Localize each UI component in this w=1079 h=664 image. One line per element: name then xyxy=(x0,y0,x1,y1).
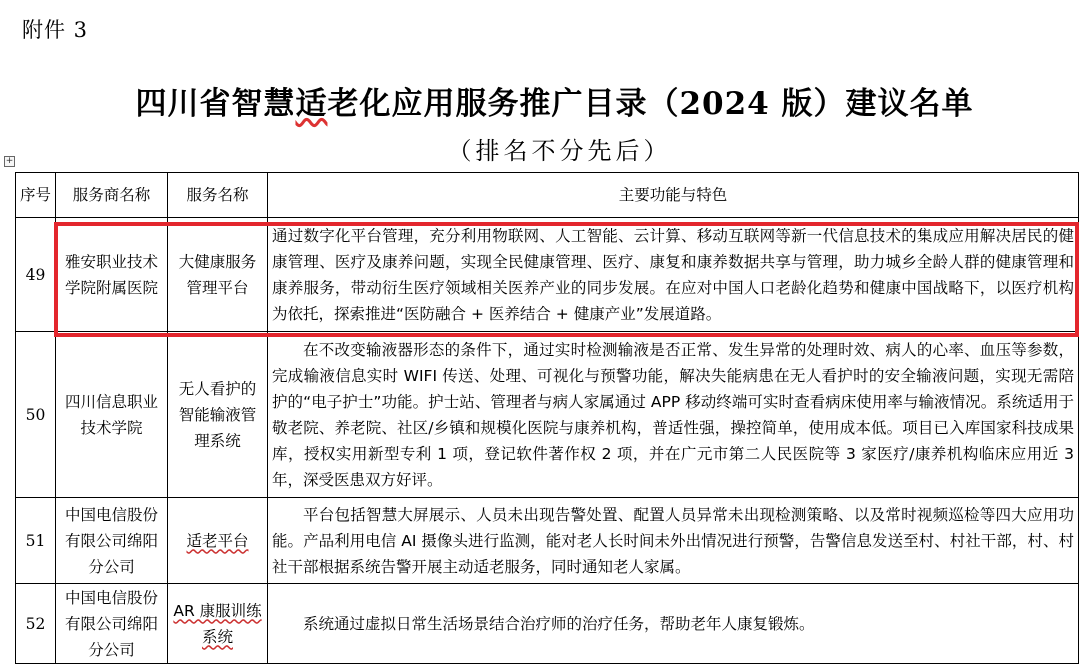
row-no: 51 xyxy=(16,498,56,584)
attachment-label: 附件 3 xyxy=(22,18,89,42)
row-service xyxy=(168,584,268,664)
row-features: 在不改变输液器形态的条件下，通过实时检测输液是否正常、发生异常的处理时效、病人的心率、血压等参数，完成输液信息实时 WIFI 传送、处理、可视化与预警功能，解决失能病患在无人看护时的安全输液问题，实现无需陪护的“电子护士”功能。护士站、管理者与病人家属通过 APP 移动终端可实时查看病床使用率与输液情况。系统适用于敬老院、养老院、社区/乡镇和规模化医院与康养机构，普适性强，操控简单，使用成本低。项目已入库国家科技成果库，授权实用新型专利 1 项，登记软件著作权 2 项，并在广元市第二人民医院等 3 家医疗/康养机构临床应用近 3 年，深受医患双方好评。 xyxy=(268,332,1079,498)
row-features: 平台包括智慧大屏展示、人员未出现告警处置、配置人员异常未出现检测策略、以及常时视频巡检等四大应用功能。产品利用电信 AI 摄像头进行监测，能对老人长时间未外出情况进行预警，告警信息发送至村、村社干部，村、村社干部根据系统告警开展主动适老服务，同时通知老人家属。 xyxy=(268,498,1079,584)
row-vendor: 四川信息职业技术学院 xyxy=(56,332,168,498)
table-row xyxy=(16,498,1079,584)
row-no: 49 xyxy=(16,218,56,332)
title-part-2: 老化应用服务推广目录（2024 版）建议名单 xyxy=(327,86,974,122)
row-vendor: 中国电信股份有限公司绵阳分公司 xyxy=(56,584,168,664)
row-no: 52 xyxy=(16,584,56,664)
row-service: 无人看护的智能输液管理系统 xyxy=(168,332,268,498)
table-row xyxy=(16,584,1079,664)
row-vendor: 雅安职业技术学院附属医院 xyxy=(56,218,168,332)
row-service-text: 适老平台 xyxy=(186,531,249,550)
title-part-1: 四川省智慧 xyxy=(135,86,296,122)
table-move-handle-icon[interactable]: + xyxy=(5,156,14,166)
row-features: 系统通过虚拟日常生活场景结合治疗师的治疗任务，帮助老年人康复锻炼。 xyxy=(268,584,1079,664)
table-header-row xyxy=(16,173,1079,218)
header-no: 序号 xyxy=(16,173,56,218)
table-row xyxy=(16,332,1079,498)
row-service xyxy=(168,498,268,584)
row-no: 50 xyxy=(16,332,56,498)
header-vendor: 服务商名称 xyxy=(56,173,168,218)
header-features: 主要功能与特色 xyxy=(268,173,1079,218)
row-service-text: AR 康服训练系统 xyxy=(173,601,262,646)
row-vendor: 中国电信股份有限公司绵阳分公司 xyxy=(56,498,168,584)
service-table xyxy=(15,172,1079,664)
document-subtitle: （排名不分先后） xyxy=(447,137,672,165)
document-title xyxy=(0,78,1079,123)
row-features: 通过数字化平台管理，充分利用物联网、人工智能、云计算、移动互联网等新一代信息技术的集成应用解决居民的健康管理、医疗及康养问题，实现全民健康管理、医疗、康复和康养数据共享与管理，助力城乡全龄人群的健康管理和康养服务，带动衍生医疗领域相关医养产业的同步发展。在应对中国人口老龄化趋势和健康中国战略下，以医疗机构为依托，探索推进“医防融合 + 医养结合 + 健康产业”发展道路。 xyxy=(268,218,1079,332)
table-row xyxy=(16,218,1079,332)
title-part-underlined: 适 xyxy=(295,86,328,122)
row-service: 大健康服务管理平台 xyxy=(168,218,268,332)
header-service: 服务名称 xyxy=(168,173,268,218)
